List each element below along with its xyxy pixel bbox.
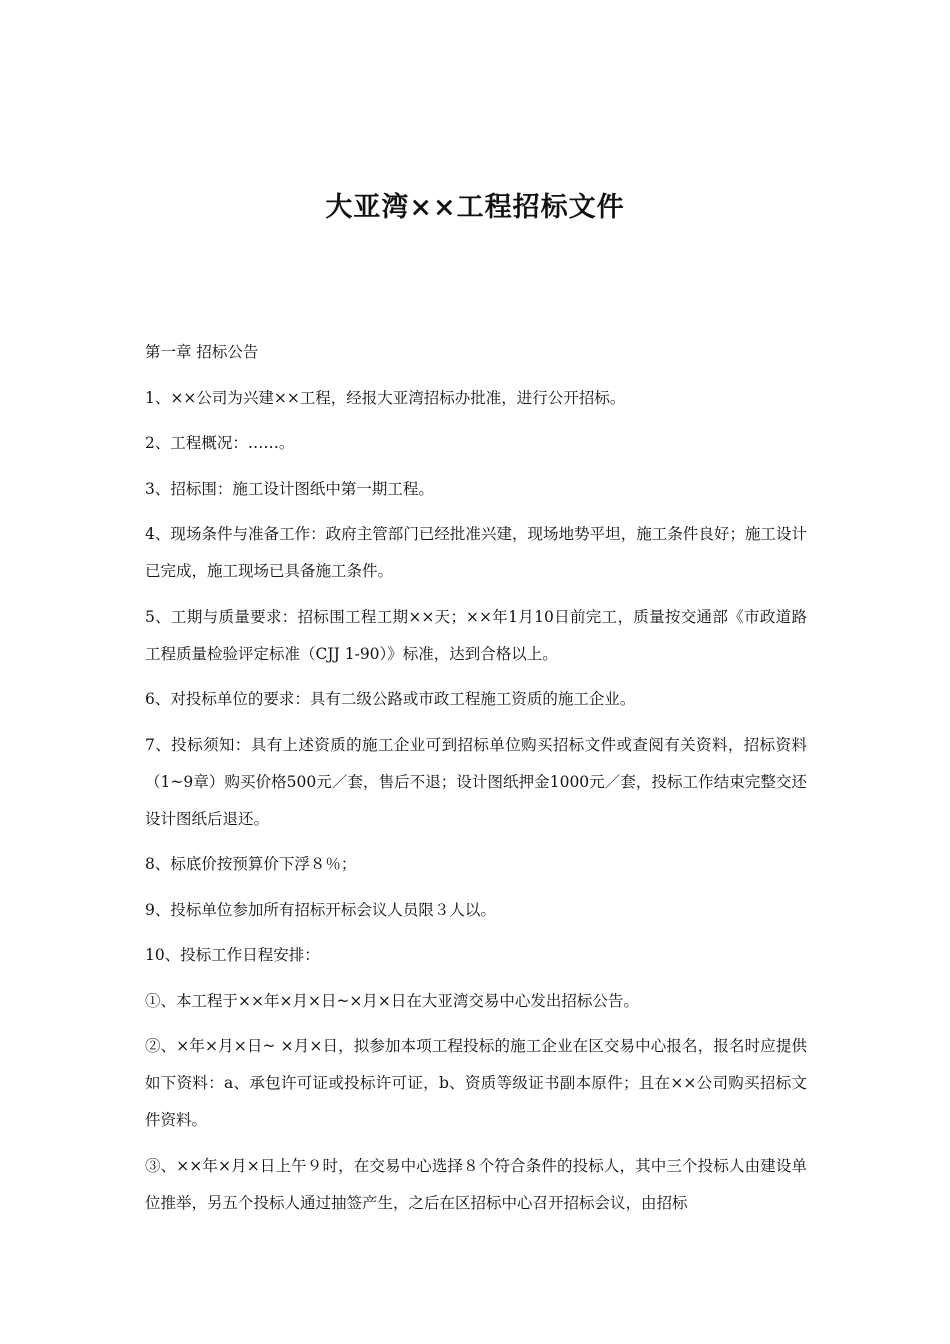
paragraph-7: 7、投标须知：具有上述资质的施工企业可到招标单位购买招标文件或查阅有关资料，招标资料（1~9章）购买价格500元／套，售后不退；设计图纸押金1000元／套，投标工作结束完整交还设计图纸后退还。 [145, 735, 807, 828]
paragraph-3: 3、招标围：施工设计图纸中第一期工程。 [145, 479, 434, 498]
paragraph-6: 6、对投标单位的要求：具有二级公路或市政工程施工资质的施工企业。 [145, 690, 636, 708]
paragraph-5: 5、工期与质量要求：招标围工程工期××天；××年1月10日前完工，质量按交通部《市政道路工程质量检验评定标准（CJJ 1-90）》标准，达到合格以上。 [145, 607, 807, 663]
schedule-item-2: ②、×年×月×日~ ×月×日，拟参加本项工程投标的施工企业在区交易中心报名，报名时应提供如下资料：a、承包许可证或投标许可证，b、资质等级证书副本原件；且在××公司购买招标文件资料。 [145, 1037, 807, 1129]
paragraph-8: 8、标底价按预算价下浮８％； [145, 855, 357, 873]
chapter-heading: 第一章 招标公告 [145, 343, 259, 361]
schedule-item-3: ③、××年×月×日上午９时，在交易中心选择８个符合条件的投标人，其中三个投标人由建设单位推举，另五个投标人通过抽签产生，之后在区招标中心召开招标会议，由招标 [145, 1156, 807, 1212]
schedule-item-1: ①、本工程于××年×月×日~×月×日在大亚湾交易中心发出招标公告。 [145, 991, 639, 1010]
document-body [145, 334, 807, 1230]
paragraph-9: 9、投标单位参加所有招标开标会议人员限３人以。 [145, 900, 496, 919]
paragraph-4: 4、现场条件与准备工作：政府主管部门已经批准兴建，现场地势平坦，施工条件良好；施工设计已完成，施工现场已具备施工条件。 [145, 525, 807, 580]
document-title: 大亚湾××工程招标文件 [325, 192, 625, 223]
paragraph-10: 10、投标工作日程安排： [145, 946, 320, 964]
paragraph-2: 2、工程概况：……。 [145, 434, 295, 452]
paragraph-1: 1、××公司为兴建××工程，经报大亚湾招标办批准，进行公开招标。 [145, 388, 626, 407]
